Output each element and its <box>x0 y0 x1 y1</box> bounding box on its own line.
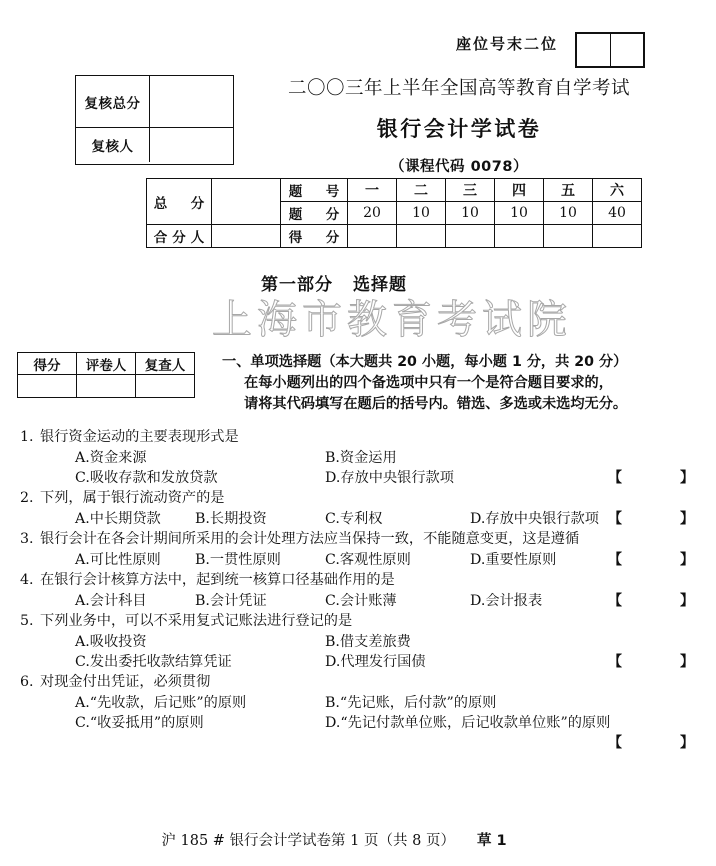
recheck-person-label: 复核人 <box>76 128 150 162</box>
question-5-option-c[interactable]: C.发出委托收款结算凭证 <box>75 654 232 670</box>
question-2-option-d[interactable]: D.存放中央银行款项 <box>470 511 599 527</box>
question-2-stem <box>20 488 668 508</box>
question-1-option-d[interactable]: D.存放中央银行款项 <box>325 470 454 486</box>
recheck-box <box>75 75 234 165</box>
question-3-number: 3. <box>20 531 34 547</box>
question-1-text: 银行资金运动的主要表现形式是 <box>40 429 239 445</box>
score-cell-2-3[interactable] <box>495 225 544 248</box>
score-cell-0-0: 一 <box>348 179 397 202</box>
grader-value-score[interactable] <box>18 375 77 398</box>
seat-digit-box-1[interactable] <box>577 34 611 66</box>
score-cell-1-3: 10 <box>495 202 544 225</box>
score-cell-1-4: 10 <box>544 202 593 225</box>
question-5-text: 下列业务中，可以不采用复式记账法进行登记的是 <box>40 613 353 629</box>
grader-box-value-row <box>18 375 195 398</box>
recheck-person-row <box>76 128 233 162</box>
question-6-answer-bracket[interactable]: 【 】 <box>608 735 716 751</box>
seat-number-boxes[interactable] <box>575 32 645 68</box>
score-cell-2-2[interactable] <box>446 225 495 248</box>
paper-title: 银行会计学试卷 <box>376 117 542 141</box>
score-cell-1-1: 10 <box>397 202 446 225</box>
institution-watermark: 上海市教育考试院 <box>212 297 572 343</box>
score-table-row-3 <box>147 225 642 248</box>
seat-digit-box-2[interactable] <box>611 34 644 66</box>
score-cell-1-5: 40 <box>593 202 642 225</box>
score-table-row-1 <box>147 179 642 202</box>
question-4-options-row-1 <box>20 591 716 611</box>
question-5-number: 5. <box>20 613 34 629</box>
score-row-header-2: 得 分 <box>281 225 348 248</box>
question-3-option-d[interactable]: D.重要性原则 <box>470 552 557 568</box>
score-cell-0-1: 二 <box>397 179 446 202</box>
page-footer <box>0 829 668 850</box>
question-6-option-c[interactable]: C.“收妥抵用”的原则 <box>75 715 204 731</box>
question-3-text: 银行会计在各会计期间所采用的会计处理方法应当保持一致，不能随意变更，这是遵循 <box>40 531 580 547</box>
question-6-stem <box>20 672 668 692</box>
question-6-text: 对现金付出凭证，必须贯彻 <box>40 674 211 690</box>
score-row-header-0: 题 号 <box>281 179 348 202</box>
course-code: （课程代码 0078） <box>390 159 528 175</box>
question-1-options-row-1 <box>20 448 668 468</box>
question-5-stem <box>20 611 668 631</box>
question-2-option-a[interactable]: A.中长期贷款 <box>75 511 161 527</box>
grader-value-marker[interactable] <box>77 375 136 398</box>
question-1-number: 1. <box>20 429 34 445</box>
score-total-label: 总 分 <box>147 179 212 225</box>
question-2-number: 2. <box>20 490 34 506</box>
score-cell-2-1[interactable] <box>397 225 446 248</box>
footer-draft-mark: 草 1 <box>476 833 507 849</box>
question-2-option-c[interactable]: C.专利权 <box>325 511 383 527</box>
question-4-text: 在银行会计核算方法中，起到统一核算口径基础作用的是 <box>40 572 395 588</box>
question-1-answer-bracket[interactable]: 【 】 <box>608 470 716 486</box>
question-1 <box>20 427 716 488</box>
score-cell-2-5[interactable] <box>593 225 642 248</box>
seat-number-label: 座位号末二位 <box>455 35 558 53</box>
recheck-person-value[interactable] <box>150 128 233 162</box>
question-list <box>20 427 716 753</box>
question-4-option-b[interactable]: B.会计凭证 <box>195 593 267 609</box>
instruction-line-2: 在每小题列出的四个备选项中只有一个是符合题目要求的， <box>244 375 613 391</box>
question-5-options-row-1 <box>20 632 668 652</box>
question-2-answer-bracket[interactable]: 【 】 <box>608 511 716 527</box>
question-4-stem <box>20 570 668 590</box>
question-3-option-c[interactable]: C.客观性原则 <box>325 552 411 568</box>
question-1-option-a[interactable]: A.资金来源 <box>75 450 147 466</box>
question-5-option-b[interactable]: B.借支差旅费 <box>325 634 411 650</box>
question-4-option-d[interactable]: D.会计报表 <box>470 593 543 609</box>
question-6-number: 6. <box>20 674 34 690</box>
question-2-option-b[interactable]: B.长期投资 <box>195 511 267 527</box>
score-cell-2-0[interactable] <box>348 225 397 248</box>
question-5-option-d[interactable]: D.代理发行国债 <box>325 654 426 670</box>
recheck-total-row <box>76 76 233 128</box>
score-sum-person-value[interactable] <box>212 225 281 248</box>
question-5-options-row-2 <box>20 652 716 672</box>
question-3-option-b[interactable]: B.一贯性原则 <box>195 552 281 568</box>
question-1-stem <box>20 427 668 447</box>
question-4 <box>20 570 716 611</box>
question-5-answer-bracket[interactable]: 【 】 <box>608 654 716 670</box>
question-4-option-a[interactable]: A.会计科目 <box>75 593 147 609</box>
part-heading <box>0 270 668 295</box>
question-3-option-a[interactable]: A.可比性原则 <box>75 552 161 568</box>
score-cell-0-5: 六 <box>593 179 642 202</box>
grader-box-header-row <box>18 353 195 375</box>
score-table <box>146 178 642 248</box>
question-4-number: 4. <box>20 572 34 588</box>
instruction-line-1: 一、单项选择题（本大题共 20 小题，每小题 1 分，共 20 分） <box>222 354 628 370</box>
grader-value-reviewer[interactable] <box>136 375 195 398</box>
question-2 <box>20 488 716 529</box>
score-cell-1-0: 20 <box>348 202 397 225</box>
seat-number-row <box>0 28 668 68</box>
question-6 <box>20 672 716 753</box>
question-3-answer-bracket[interactable]: 【 】 <box>608 552 716 568</box>
score-cell-0-3: 四 <box>495 179 544 202</box>
score-cell-0-2: 三 <box>446 179 495 202</box>
question-1-option-b[interactable]: B.资金运用 <box>325 450 397 466</box>
question-6-option-d[interactable]: D.“先记付款单位账，后记收款单位账”的原则 <box>325 715 611 731</box>
question-4-option-c[interactable]: C.会计账薄 <box>325 593 397 609</box>
question-6-options-row-1 <box>20 693 668 713</box>
title-block <box>250 74 668 176</box>
question-1-options-row-2 <box>20 468 716 488</box>
question-4-answer-bracket[interactable]: 【 】 <box>608 593 716 609</box>
exam-title: 二〇〇三年上半年全国高等教育自学考试 <box>287 78 630 99</box>
question-3-options-row-1 <box>20 550 716 570</box>
part-name: 选择题 <box>353 275 407 295</box>
question-1-option-c[interactable]: C.吸收存款和发放贷款 <box>75 470 218 486</box>
question-6-options-row-2 <box>20 713 668 733</box>
score-cell-2-4[interactable] <box>544 225 593 248</box>
grader-box <box>17 352 195 398</box>
score-cell-0-4: 五 <box>544 179 593 202</box>
question-6-option-b[interactable]: B.“先记账，后付款”的原则 <box>325 695 497 711</box>
recheck-total-value[interactable] <box>150 76 233 127</box>
question-3 <box>20 529 716 570</box>
question-6-options-row-3 <box>20 733 716 753</box>
score-cell-1-2: 10 <box>446 202 495 225</box>
question-3-stem <box>20 529 668 549</box>
grader-header-marker: 评卷人 <box>77 353 136 375</box>
section-instructions <box>222 352 668 415</box>
score-total-value[interactable] <box>212 179 281 225</box>
question-5-option-a[interactable]: A.吸收投资 <box>75 634 147 650</box>
recheck-total-label: 复核总分 <box>76 76 150 127</box>
footer-text: 沪 185 # 银行会计学试卷第 1 页（共 8 页） <box>161 833 455 849</box>
question-5 <box>20 611 716 672</box>
grader-header-reviewer: 复查人 <box>136 353 195 375</box>
part-label: 第一部分 <box>261 275 333 295</box>
question-2-text: 下列，属于银行流动资产的是 <box>40 490 225 506</box>
grader-header-score: 得分 <box>18 353 77 375</box>
question-2-options-row-1 <box>20 509 716 529</box>
score-row-header-1: 题 分 <box>281 202 348 225</box>
instruction-line-3: 请将其代码填写在题后的括号内。错选、多选或未选均无分。 <box>244 396 628 412</box>
question-6-option-a[interactable]: A.“先收款，后记账”的原则 <box>75 695 247 711</box>
score-sum-person-label: 合分人 <box>147 225 212 248</box>
